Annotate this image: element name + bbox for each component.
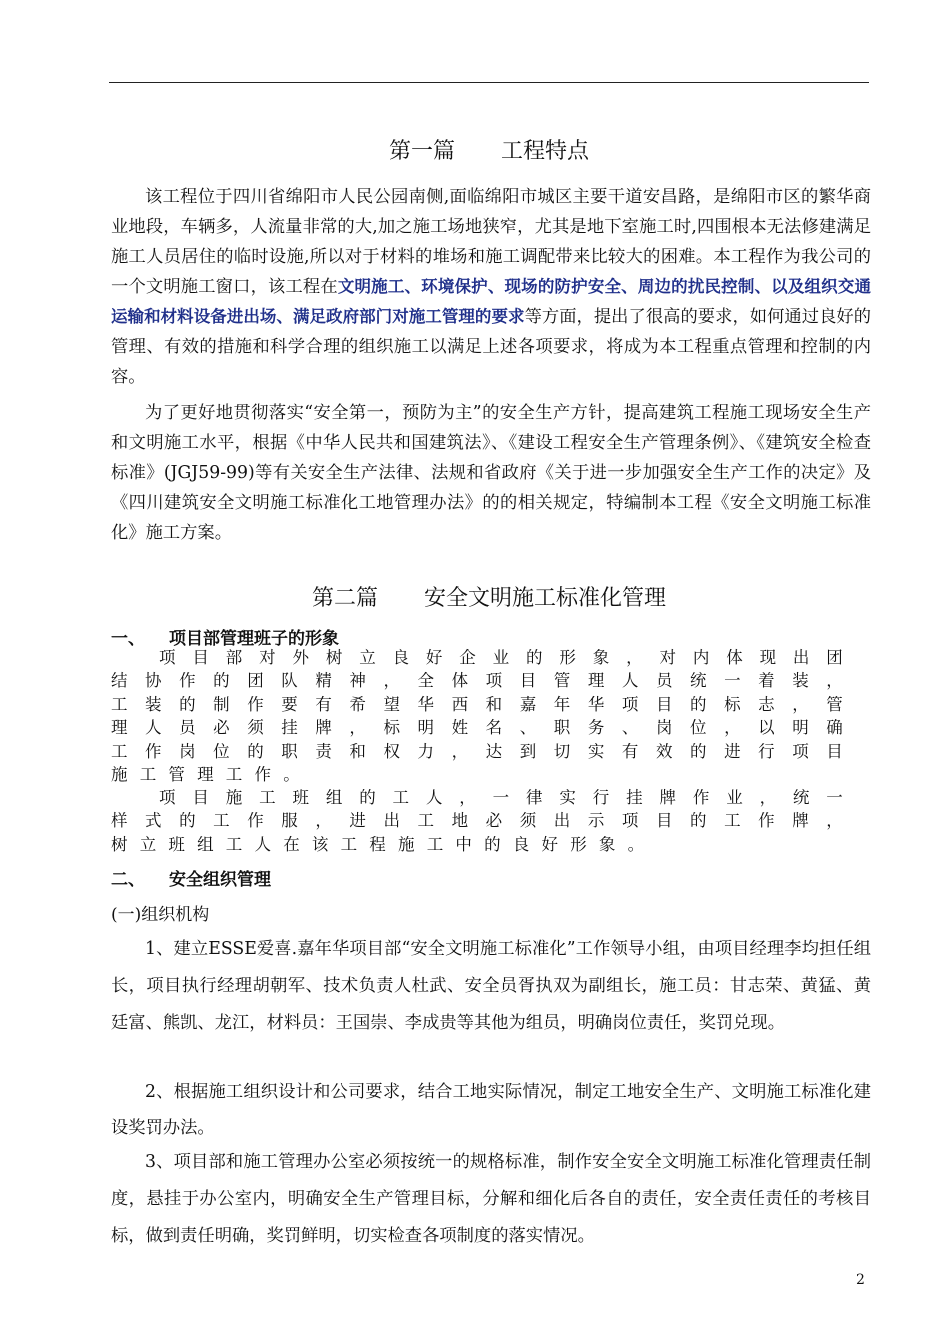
section1-paragraph-2: 为了更好地贯彻落实“安全第一，预防为主”的安全生产方针，提高建筑工程施工现场安全生产和文明施工水平，根据《中华人民共和国建筑法》、《建设工程安全生产管理条例》、《建筑安全检查标准》(JGJ59-99)等有关安全生产法律、法规和省政府《关于进一步加强安全生产工作的决定》及《四川建筑安全文明施工标准化工地管理办法》的的相关规定，特编制本工程《安全文明施工标准化》施工方案。 [111, 403, 871, 543]
block1-line-2: 结协作的团队精神，全体项目管理人员统一着装， [111, 671, 855, 691]
block2-line-1: 项目施工班组的工人，一律实行挂牌作业，统一 [159, 788, 855, 807]
para1-text-a: 该工程位于四川省绵阳市人民公园南侧,面临绵阳市城区主要干道安昌路，是绵阳市区的繁华商业地段，车辆多，人流量非常的大,加之施工场地狭窄，尤其是地下室施工时,四围根本无法修建满足施工人员居住的临时设施,所以对于材料的堆场和施工调配带来比较大的困难。本工程作为我公司的一个文明施工窗口，该工程在 [111, 187, 871, 297]
heading1-number: 一、 [111, 629, 145, 649]
section1-title-text: 工程特点 [501, 139, 590, 164]
item-3: 3、项目部和施工管理办公室必须按统一的规格标准，制作安全安全文明施工标准化管理责任制度，悬挂于办公室内，明确安全生产管理目标，分解和细化后各自的责任，安全责任责任的考核目标，做到责任明确，奖罚鲜明，切实检查各项制度的落实情况。 [111, 1152, 871, 1246]
block1-line-1: 项目部对外树立良好企业的形象，对内体现出团 [159, 648, 855, 667]
block1-line-4: 理人员必须挂牌，标明姓名、职务、岗位，以明确 [111, 718, 855, 738]
block2-line-3: 树立班组工人在该工程施工中的良好形象。 [111, 834, 657, 854]
para1-text-b: 等方面，提出了很高的要求，如何通过良好的管理、有效的措施和科学合理的组织施工以满足上述各项要求，将成为本工程重点管理和控制的内容。 [111, 307, 871, 387]
para1-highlight: 文明施工、环境保护、现场的防护安全、周边的扰民控制、以及组织交通运输和材料设备进出场、满足政府部门对施工管理的要求 [111, 277, 871, 326]
section1-title [109, 134, 869, 165]
item-1: 1、建立ESSE爱喜.嘉年华项目部“安全文明施工标准化”工作领导小组，由项目经理李均担任组长，项目执行经理胡朝军、技术负责人杜武、安全员胥执双为副组长，施工员：甘志荣、黄猛、黄廷富、熊凯、龙江，材料员：王国崇、李成贵等其他为组员，明确岗位责任，奖罚兑现。 [111, 939, 871, 1033]
team-image-block-2 [111, 786, 855, 856]
heading-safety-organization [111, 865, 271, 890]
block1-line-6: 施工管理工作。 [111, 765, 312, 785]
section2-title [109, 581, 869, 612]
page-number: 2 [856, 1272, 865, 1288]
heading2-text: 安全组织管理 [169, 870, 271, 890]
header-rule [109, 82, 869, 83]
team-image-block-1 [111, 646, 855, 786]
block1-line-3: 工装的制作要有希望华西和嘉年华项目的标志，管 [111, 694, 855, 714]
section2-title-number: 第二篇 [311, 586, 378, 611]
section1-title-number: 第一篇 [388, 139, 455, 164]
item-2: 2、根据施工组织设计和公司要求，结合工地实际情况，制定工地安全生产、文明施工标准化建设奖罚办法。 [111, 1082, 871, 1138]
block2-line-2: 样式的工作服，进出工地必须出示项目的工作牌， [111, 811, 855, 831]
subheading-organization: (一)组织机构 [111, 905, 210, 925]
heading1-text: 项目部管理班子的形象 [169, 629, 339, 649]
section2-title-text: 安全文明施工标准化管理 [424, 586, 667, 611]
block1-line-5: 工作岗位的职责和权力，达到切实有效的进行项目 [111, 741, 855, 761]
heading2-number: 二、 [111, 870, 145, 890]
section1-paragraph-1 [111, 182, 871, 392]
